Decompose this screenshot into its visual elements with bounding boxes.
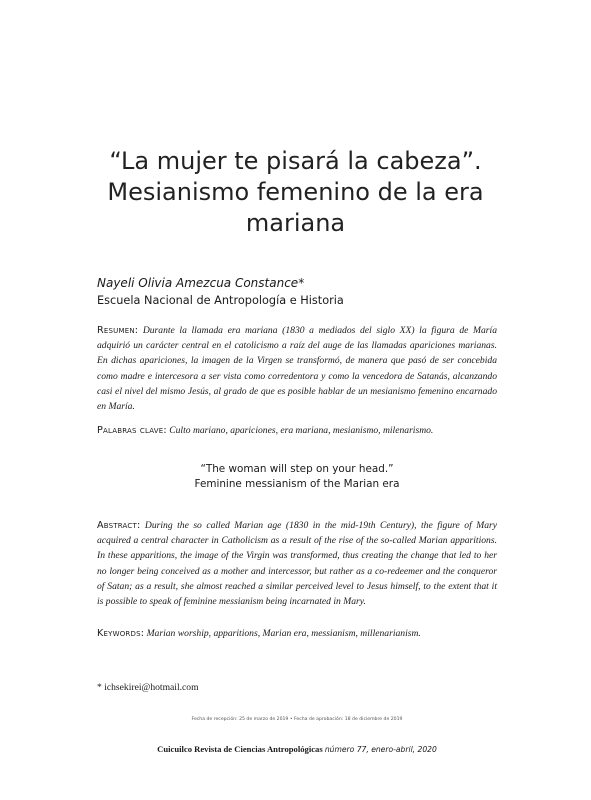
journal-issue: número 77, enero-abril, 2020 <box>324 745 437 754</box>
abstract-text: During the so called Marian age (1830 in the mid-19th Century), the figure of Mary acquired a central character in Catholicism as a result of the rise of the so-called Marian apparitions. In these apparitions, the image of the Virgin was transformed, thus creating the change that led to her no longer being conceived as a mother and intercessor, but rather as a co-redeemer and the conqueror of Satan; as a result, she almost reached a similar perceived level to Jesus himself, to the extent that it is possible to speak of feminine messianism being incarnated in Mary. <box>97 520 497 608</box>
title-line-3: mariana <box>245 209 346 237</box>
title-line-1: “La mujer te pisará la cabeza”. <box>109 147 482 175</box>
english-title-line-2: Feminine messianism of the Marian era <box>194 478 400 490</box>
keywords-text: Marian worship, apparitions, Marian era, messianism, millenarianism. <box>146 628 421 639</box>
palabras-clave-paragraph <box>97 423 497 438</box>
palabras-clave-text: Culto mariano, apariciones, era mariana, mesianismo, milenarismo. <box>169 425 434 436</box>
author-affiliation: Escuela Nacional de Antropología e Historia <box>97 294 344 307</box>
keywords-paragraph <box>97 626 497 641</box>
resumen-text: Durante la llamada era mariana (1830 a mediados del siglo XX) la figura de María adquirió un carácter central en el catolicismo a raíz del auge de las llamadas apariciones marianas. En dichas apariciones, la imagen de la Virgen se transformó, de manera que pasó de ser concebida como madre e intercesora a ser vista como corredentora y como la vencedora de Satanás, alcanzando casi el nivel del mismo Jesús, al grado de que es posible hablar de un mesianismo femenino encarnado en María. <box>97 325 497 413</box>
date-separator: • <box>289 717 293 722</box>
english-title-line-1: “The woman will step on your head.” <box>200 463 394 475</box>
english-title <box>97 462 497 492</box>
article-title <box>60 146 531 239</box>
abstract-paragraph <box>97 518 497 609</box>
resumen-label: Resumen: <box>97 325 139 336</box>
author-name: Nayeli Olivia Amezcua Constance* <box>97 276 305 290</box>
abstract-label: Abstract: <box>97 520 141 531</box>
approved-date: Fecha de aprobación: 18 de diciembre de 2019 <box>294 717 403 722</box>
palabras-clave-label: Palabras clave: <box>97 425 167 436</box>
journal-footer <box>97 744 497 754</box>
submission-dates <box>97 717 497 722</box>
received-date: Fecha de recepción: 25 de marzo de 2019 <box>191 717 289 722</box>
author-email-footnote: * ichsekirei@hotmail.com <box>97 682 199 693</box>
keywords-label: Keywords: <box>97 628 145 639</box>
journal-name: Cuicuilco Revista de Ciencias Antropológicas <box>157 744 323 754</box>
title-line-2: Mesianismo femenino de la era <box>107 178 484 206</box>
resumen-paragraph <box>97 323 497 414</box>
